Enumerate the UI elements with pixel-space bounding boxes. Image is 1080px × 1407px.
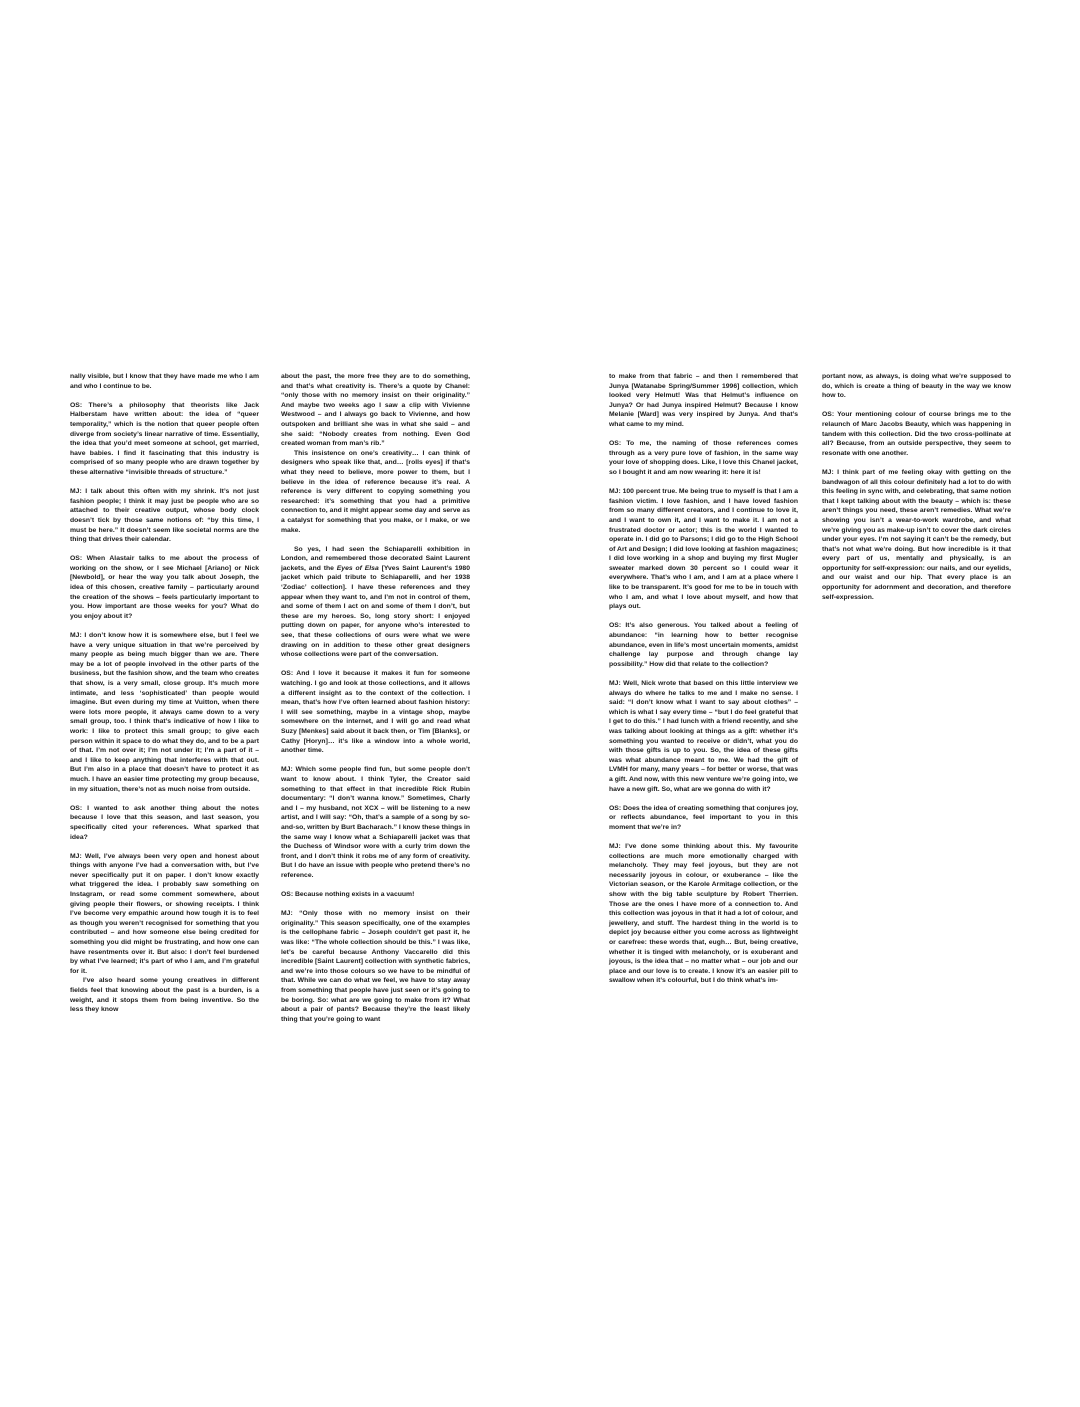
- paragraph: MJ: “Only those with no memory insist on their originality.” This season specifically, one of the examples is the cellophane fabric – Joseph couldn’t get past it, he was like: “The whole collection should be this.” I was like, let’s be careful because Anthony Vaccarello did this incredible [Saint Laurent] collection with synthetic fabrics, and we’re into those colours so we have to be mindful of that. While we can do what we feel, we have to stay away from something that people have just seen or it’s going to be boring. So: what are we going to make from it? What about a pair of pants? Because they’re the least likely thing that you’re going to want: [281, 910, 470, 1023]
- paragraph: nally visible, but I know that they have made me who I am and who I continue to be.: [70, 373, 259, 390]
- text-column-1: [70, 372, 259, 1015]
- paragraph: MJ: 100 percent true. Me being true to myself is that I am a fashion victim. I love fashion, and I have loved fashion from so many different creators, and I continue to love it, and I want to own it, and I want to make it. I am not a frustrated doctor or actor; this is the world I wanted to operate in. I did go to Parsons; I did go to the High School of Art and Design; I did love looking at fashion magazines; I did love working in a shop and buying my first Mugler sweater marked down 30 percent so I could wear it everywhere. That’s who I am, and I am at a place where I like to be transparent. It’s good for me to be in touch with who I am, and what I love about myself, and how that plays out.: [609, 488, 798, 611]
- paragraph: I’ve also heard some young creatives in different fields feel that knowing about the past is a burden, is a weight, and it stops them from being inventive. So the less they know: [70, 977, 259, 1014]
- paragraph: OS: Your mentioning colour of course brings me to the relaunch of Marc Jacobs Beauty, which was happening in tandem with this collection. Did the two cross-pollinate at all? Because, from an outside perspective, they seem to resonate with one another.: [822, 411, 1011, 457]
- text-column-2: [281, 372, 470, 1024]
- paragraph: OS: It’s also generous. You talked about a feeling of abundance: “in learning how to better recognise abundance, even in life’s most uncertain moments, amidst challenge lay purpose and through change lay possibility.” How did that relate to the collection?: [609, 622, 798, 668]
- paragraph: OS: Does the idea of creating something that conjures joy, or reflects abundance, feel important to you in this moment that we’re in?: [609, 804, 798, 831]
- paragraph: OS: And I love it because it makes it fun for someone watching. I go and look at those collections, and it allows a different insight as to the context of the collection. I mean, that’s how I’ve often learned about fashion history: I will see something, maybe in a vintage shop, maybe somewhere on the internet, and I will go and read what Suzy [Menkes] said about it back then, or Tim [Blanks], or Cathy [Horyn]… it’s like a window into a whole world, another time.: [281, 670, 470, 755]
- text-column-3: [609, 372, 798, 986]
- paragraph-eyes-of-elsa: So yes, I had seen the Schiaparelli exhibition in London, and remembered those decorated Saint Laurent jackets, and the Eyes of Elsa [Yves Saint Laurent’s 1980 jacket which paid tribute to Schiaparelli, and her 1938 ‘Zodiac’ collection]. I have these references and they appear when they want to, and I’m not in control of them, and some of them I act on and some of them I don’t, but these are my heroes. So, long story short: I enjoyed putting down on paper, for anyone who’s interested to see, that these collections of ours were what we were drawing on in addition to these other great designers whose collections were part of the conversation.: [281, 545, 470, 659]
- paragraph: OS: Because nothing exists in a vacuum!: [281, 891, 415, 899]
- paragraph: OS: I wanted to ask another thing about the notes because I love that this season, and last season, you specifically cited your references. What sparked that idea?: [70, 804, 259, 841]
- paragraph: MJ: I think part of me feeling okay with getting on the bandwagon of all this colour definitely had a lot to do with this feeling in sync with, and celebrating, that same notion that I kept talking about with the beauty – which is: these aren’t things you need, these aren’t remedies. What we’re showing you isn’t a wear-to-work wardrobe, and what we’re giving you as make-up isn’t to cover the dark circles under your eyes. I’m not saying it can’t be the remedy, but that’s not what we’re doing. But how incredible is it that every part of us, mentally and physically, is an opportunity for self-expression: our nails, and our eyelids, and our waist and our hip. That every place is an opportunity for adornment and decoration, and therefore self-expression.: [822, 468, 1011, 601]
- paragraph: OS: There’s a philosophy that theorists like Jack Halberstam have written about: the idea of “queer temporality,” which is the notion that queer people often diverge from society’s linear narrative of time. Essentially, the idea that you’d meet someone at school, get married, have babies. I find it fascinating that this industry is comprised of so many people who are drawn together by these alternative “invisible threads of structure.”: [70, 401, 259, 476]
- paragraph: MJ: I don’t know how it is somewhere else, but I feel we have a very unique situation in that we’re perceived by many people as being much bigger than we are. There may be a lot of people involved in the other parts of the business, but the fashion show, and the team who creates that show, is a very small, close group. It’s much more intimate, and less ‘sophisticated’ than people would imagine. But even during my time at Vuitton, when there were lots more people, it always came down to a very small group, too. I think that’s indicative of how I like to work: I like to protect this small group; to give each person within it space to do what they do, and to be a part of that. I’m not over it; I’m not under it; I’m a part of it – and I like to keep anything that interferes with that out. But I’m also in a place that doesn’t have to protect it as much. I have an easier time protecting my group because, in my situation, there’s not as much noise from outside.: [70, 632, 259, 793]
- paragraph: MJ: Well, Nick wrote that based on this little interview we always do where he talks to me and I make no sense. I said: “I don’t know what I want to say about clothes” – which is what I say every time – “but I do feel grateful that I get to do this.” I had lunch with a friend recently, and she was talking about looking at things as a gift: whether it’s something you wanted to receive or didn’t, what you do with those gifts is up to you. So, the idea of these gifts was what abundance meant to me. We had the gift of LVMH for many, many years – for better or worse, that was a gift. And now, with this new venture we’re going into, we have a new gift. So, what are we gonna do with it?: [609, 680, 798, 793]
- paragraph: OS: When Alastair talks to me about the process of working on the show, or I see Michael [Ariano] or Nick [Newbold], or hear the way you talk about Joseph, the idea of this chosen, creative family – particularly around the creation of the shows – feels particularly important to you. How important are those weeks for you? What do you enjoy about it?: [70, 555, 259, 620]
- paragraph: MJ: I’ve done some thinking about this. My favourite collections are much more emotionally charged with melancholy. They may feel joyous, but they are not necessarily joyous in colour, or exuberance – like the Victorian season, or the Karole Armitage collection, or the show with the big table sculpture by Robert Therrien. Those are the ones I have more of a connection to. And this collection was joyous in that it had a lot of colour, and jewellery, and stuff. The hardest thing in the world is to depict joy because either you come across as lightweight or carefree: these words that, eugh… But, being creative, whether it is tinged with melancholy, or is exuberant and joyous, is the idea that – no matter what – our job and our place and our love is to create. I know it’s an easier pill to swallow when it’s colourful, but I do think what’s im-: [609, 843, 798, 985]
- paragraph: about the past, the more free they are to do something, and that’s what creativity is. There’s a quote by Chanel: “only those with no memory insist on their originality.” And maybe two weeks ago I saw a clip with Vivienne Westwood – and I always go back to Vivienne, and how outspoken and brilliant she was in what she said – and she said: “Nobody creates from nothing. Even God created woman from man’s rib.”: [281, 373, 470, 448]
- paragraph: This insistence on one’s creativity… I can think of designers who speak like that, and… [rolls eyes] if that’s what they need to believe, more power to them, but I believe in the idea of reference because it’s real. A reference is very different to copying something you researched: it’s something that you had a primitive connection to, and it might appear some day and serve as a catalyst for something that you make, or I make, or we make.: [281, 449, 470, 534]
- paragraph: MJ: Which some people find fun, but some people don’t want to know about. I think Tyler, the Creator said something to that effect in that incredible Rick Rubin documentary: “I don’t wanna know.” Sometimes, Charly and I – my husband, not XCX – will be listening to a new artist, and I will say: “Oh, that’s a sample of a song by so-and-so, written by Burt Bacharach.” I know these things in the same way I know what a Schiaparelli jacket was that the Duchess of Windsor wore with a curly trim down the front, and I don’t think it robs me of any form of creativity. But I do have an issue with people who pretend there’s no reference.: [281, 766, 470, 879]
- paragraph: portant now, as always, is doing what we’re supposed to do, which is create a thing of beauty in the way we know how to.: [822, 373, 1011, 400]
- paragraph: OS: To me, the naming of those references comes through as a very pure love of fashion, in the same way your love of shopping does. Like, I love this Chanel jacket, so I bought it and am now wearing it: here it is!: [609, 440, 798, 476]
- right-page: [540, 0, 1080, 1407]
- paragraph: MJ: I talk about this often with my shrink. It’s not just fashion people; I think it may just be people who are so attached to their creative output, whose body clock doesn’t tick by those same notions of: “by this time, I must be here.” It doesn’t seem like societal norms are the thing that drives their calendar.: [70, 488, 259, 544]
- text-column-4: [822, 372, 1011, 602]
- paragraph: MJ: Well, I’ve always been very open and honest about things with anyone I’ve had a conversation with, but I’ve never specifically put it on paper. I don’t know exactly what triggered the idea. I probably saw something on Instagram, or read some comment somewhere, about giving people their flowers, or showing receipts. I think I’ve become very empathic around how tough it is to feel as though you weren’t recognised for something that you contributed – and how someone else being credited for something you did might be frustrating, and how one can have resentments over it. But also: I don’t feel burdened by what I’ve learned; it’s part of who I am, and I’m grateful for it.: [70, 852, 259, 975]
- paragraph: to make from that fabric – and then I remembered that Junya [Watanabe Spring/Summer 1996] collection, which looked very Helmut! Was that Helmut’s influence on Junya? Or had Junya inspired Helmut? Because I know Melanie [Ward] was very inspired by Junya. And that’s what came to my mind.: [609, 373, 798, 428]
